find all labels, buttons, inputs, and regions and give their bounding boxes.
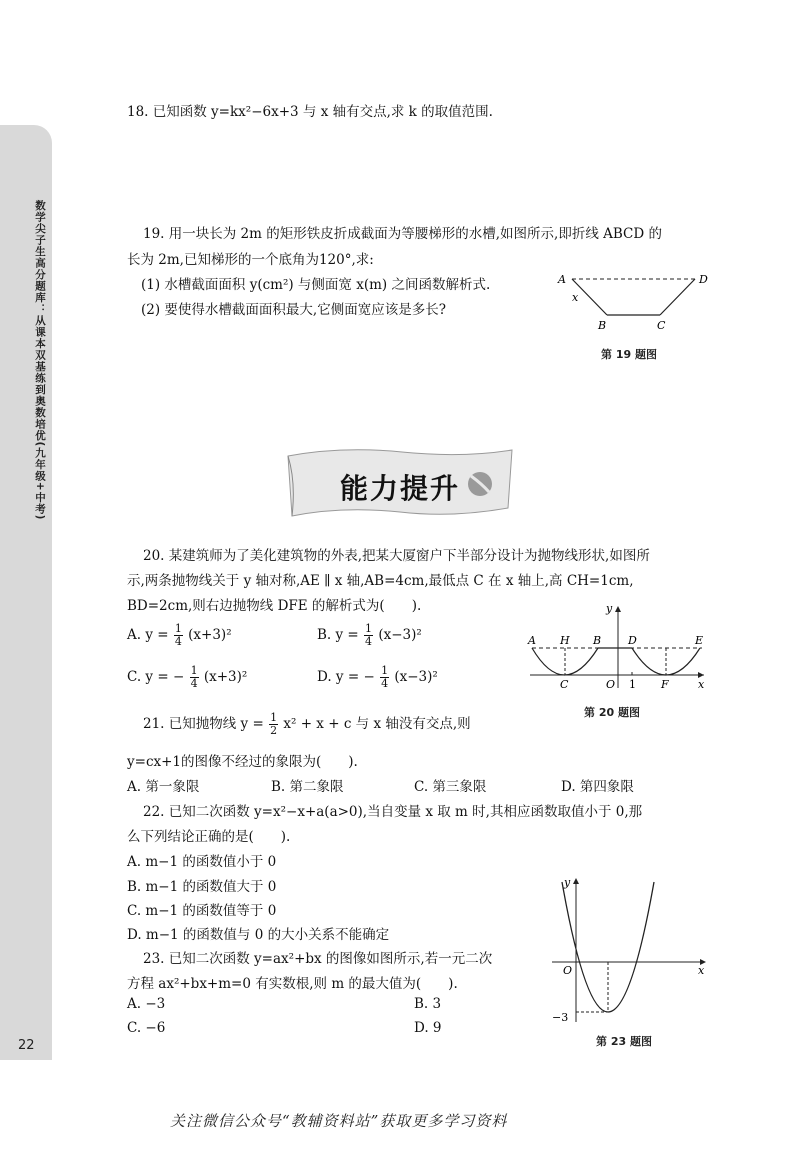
fig23-label-minus3: −3 xyxy=(552,1011,569,1024)
q23-option-c: C. −6 xyxy=(127,1020,166,1036)
q20-option-c: C. y = − $\frac{1}{4}$ (x+3)² xyxy=(127,664,248,690)
question-19-part1: (1) 水槽截面面积 y(cm²) 与侧面宽 x(m) 之间函数解析式. xyxy=(141,277,491,293)
q21-option-d: D. 第四象限 xyxy=(561,779,634,795)
question-23-line1: 23. 已知二次函数 y=ax²+bx 的图像如图所示,若一元二次 xyxy=(143,951,493,967)
fig23-label-o: O xyxy=(563,964,573,977)
fig20-label-d: D xyxy=(628,634,637,647)
fig20-label-1: 1 xyxy=(629,678,636,690)
trapezoid-side-cd xyxy=(660,279,695,315)
q23-option-a: A. −3 xyxy=(127,996,166,1012)
fig20-label-a: A xyxy=(528,634,536,647)
question-20-line2: 示,两条抛物线关于 y 轴对称,AE ∥ x 轴,AB=4cm,最低点 C 在 x 轴上,高 CH=1cm, xyxy=(127,573,634,589)
q22-option-b: B. m−1 的函数值大于 0 xyxy=(127,879,277,895)
book-title: 数学尖子生高分题库：从课本双基练到奥数培优(九年级+中考) xyxy=(34,200,46,521)
fig19-label-a: A xyxy=(558,273,566,286)
question-20-line3: BD=2cm,则右边抛物线 DFE 的解析式为( ). xyxy=(127,598,422,614)
fig20-label-h: H xyxy=(560,634,570,647)
question-18: 18. 已知函数 y=kx²−6x+3 与 x 轴有交点,求 k 的取值范围. xyxy=(127,104,493,120)
q21-option-b: B. 第二象限 xyxy=(271,779,344,795)
fig20-label-o: O xyxy=(606,678,616,690)
q20-option-d: D. y = − $\frac{1}{4}$ (x−3)² xyxy=(317,664,438,690)
question-20-line1: 20. 某建筑师为了美化建筑物的外表,把某大厦窗户下半部分设计为抛物线形状,如图所 xyxy=(143,548,650,564)
fig19-label-d: D xyxy=(699,273,708,286)
fig19-label-c: C xyxy=(657,319,666,332)
fig19-label-x: x xyxy=(572,291,579,304)
figure-20-parabolas xyxy=(522,600,712,690)
fig23-label-x: x xyxy=(698,964,705,977)
section-title: 能力提升 xyxy=(340,472,461,505)
q22-option-d: D. m−1 的函数值与 0 的大小关系不能确定 xyxy=(127,927,390,943)
question-19-line1: 19. 用一块长为 2m 的矩形铁皮折成截面为等腰梯形的水槽,如图所示,即折线 ABCD 的 xyxy=(143,226,662,242)
fig23-label-y: y xyxy=(564,876,571,889)
fig20-label-f: F xyxy=(661,678,669,690)
fig19-label-b: B xyxy=(598,319,607,332)
q20-option-a: A. y = $\frac{1}{4}$ (x+3)² xyxy=(127,622,232,648)
question-19-line2: 长为 2m,已知梯形的一个底角为120°,求: xyxy=(127,252,374,268)
fig20-label-x: x xyxy=(698,678,705,690)
q21-option-c: C. 第三象限 xyxy=(414,779,487,795)
q22-option-a: A. m−1 的函数值小于 0 xyxy=(127,854,277,870)
question-21-line2: y=cx+1的图像不经过的象限为( ). xyxy=(127,754,358,770)
figure-19-trapezoid xyxy=(550,265,720,340)
q22-option-c: C. m−1 的函数值等于 0 xyxy=(127,903,277,919)
fig20-label-e: E xyxy=(695,634,704,647)
fig23-y-arrow xyxy=(573,878,579,884)
page-number: 22 xyxy=(18,1038,35,1053)
figure-23-parabola xyxy=(548,872,718,1027)
fig20-label-c: C xyxy=(560,678,569,690)
q23-option-b: B. 3 xyxy=(414,996,442,1012)
question-22-line1: 22. 已知二次函数 y=x²−x+a(a>0),当自变量 x 取 m 时,其相应函数取值小于 0,那 xyxy=(143,804,643,820)
fig20-y-arrow xyxy=(615,606,621,612)
question-22-line2: 么下列结论正确的是( ). xyxy=(127,829,291,845)
q23-option-d: D. 9 xyxy=(414,1020,442,1036)
question-19-part2: (2) 要使得水槽截面面积最大,它侧面宽应该是多长? xyxy=(141,302,446,318)
question-23-line2: 方程 ax²+bx+m=0 有实数根,则 m 的最大值为( ). xyxy=(127,976,458,992)
fig20-label-b: B xyxy=(593,634,602,647)
footer-notice: 关注微信公众号“教辅资料站”获取更多学习资料 xyxy=(170,1112,508,1130)
figure-19-caption: 第 19 题图 xyxy=(601,348,657,361)
q20-option-b: B. y = $\frac{1}{4}$ (x−3)² xyxy=(317,622,422,648)
q21-option-a: A. 第一象限 xyxy=(127,779,200,795)
figure-23-caption: 第 23 题图 xyxy=(596,1035,652,1048)
figure-20-caption: 第 20 题图 xyxy=(584,706,640,719)
question-21-line1: 21. 已知抛物线 y = $\frac{1}{2}$ x² + x + c 与 x 轴没有交点,则 xyxy=(143,711,471,737)
fig20-label-y: y xyxy=(606,602,613,615)
